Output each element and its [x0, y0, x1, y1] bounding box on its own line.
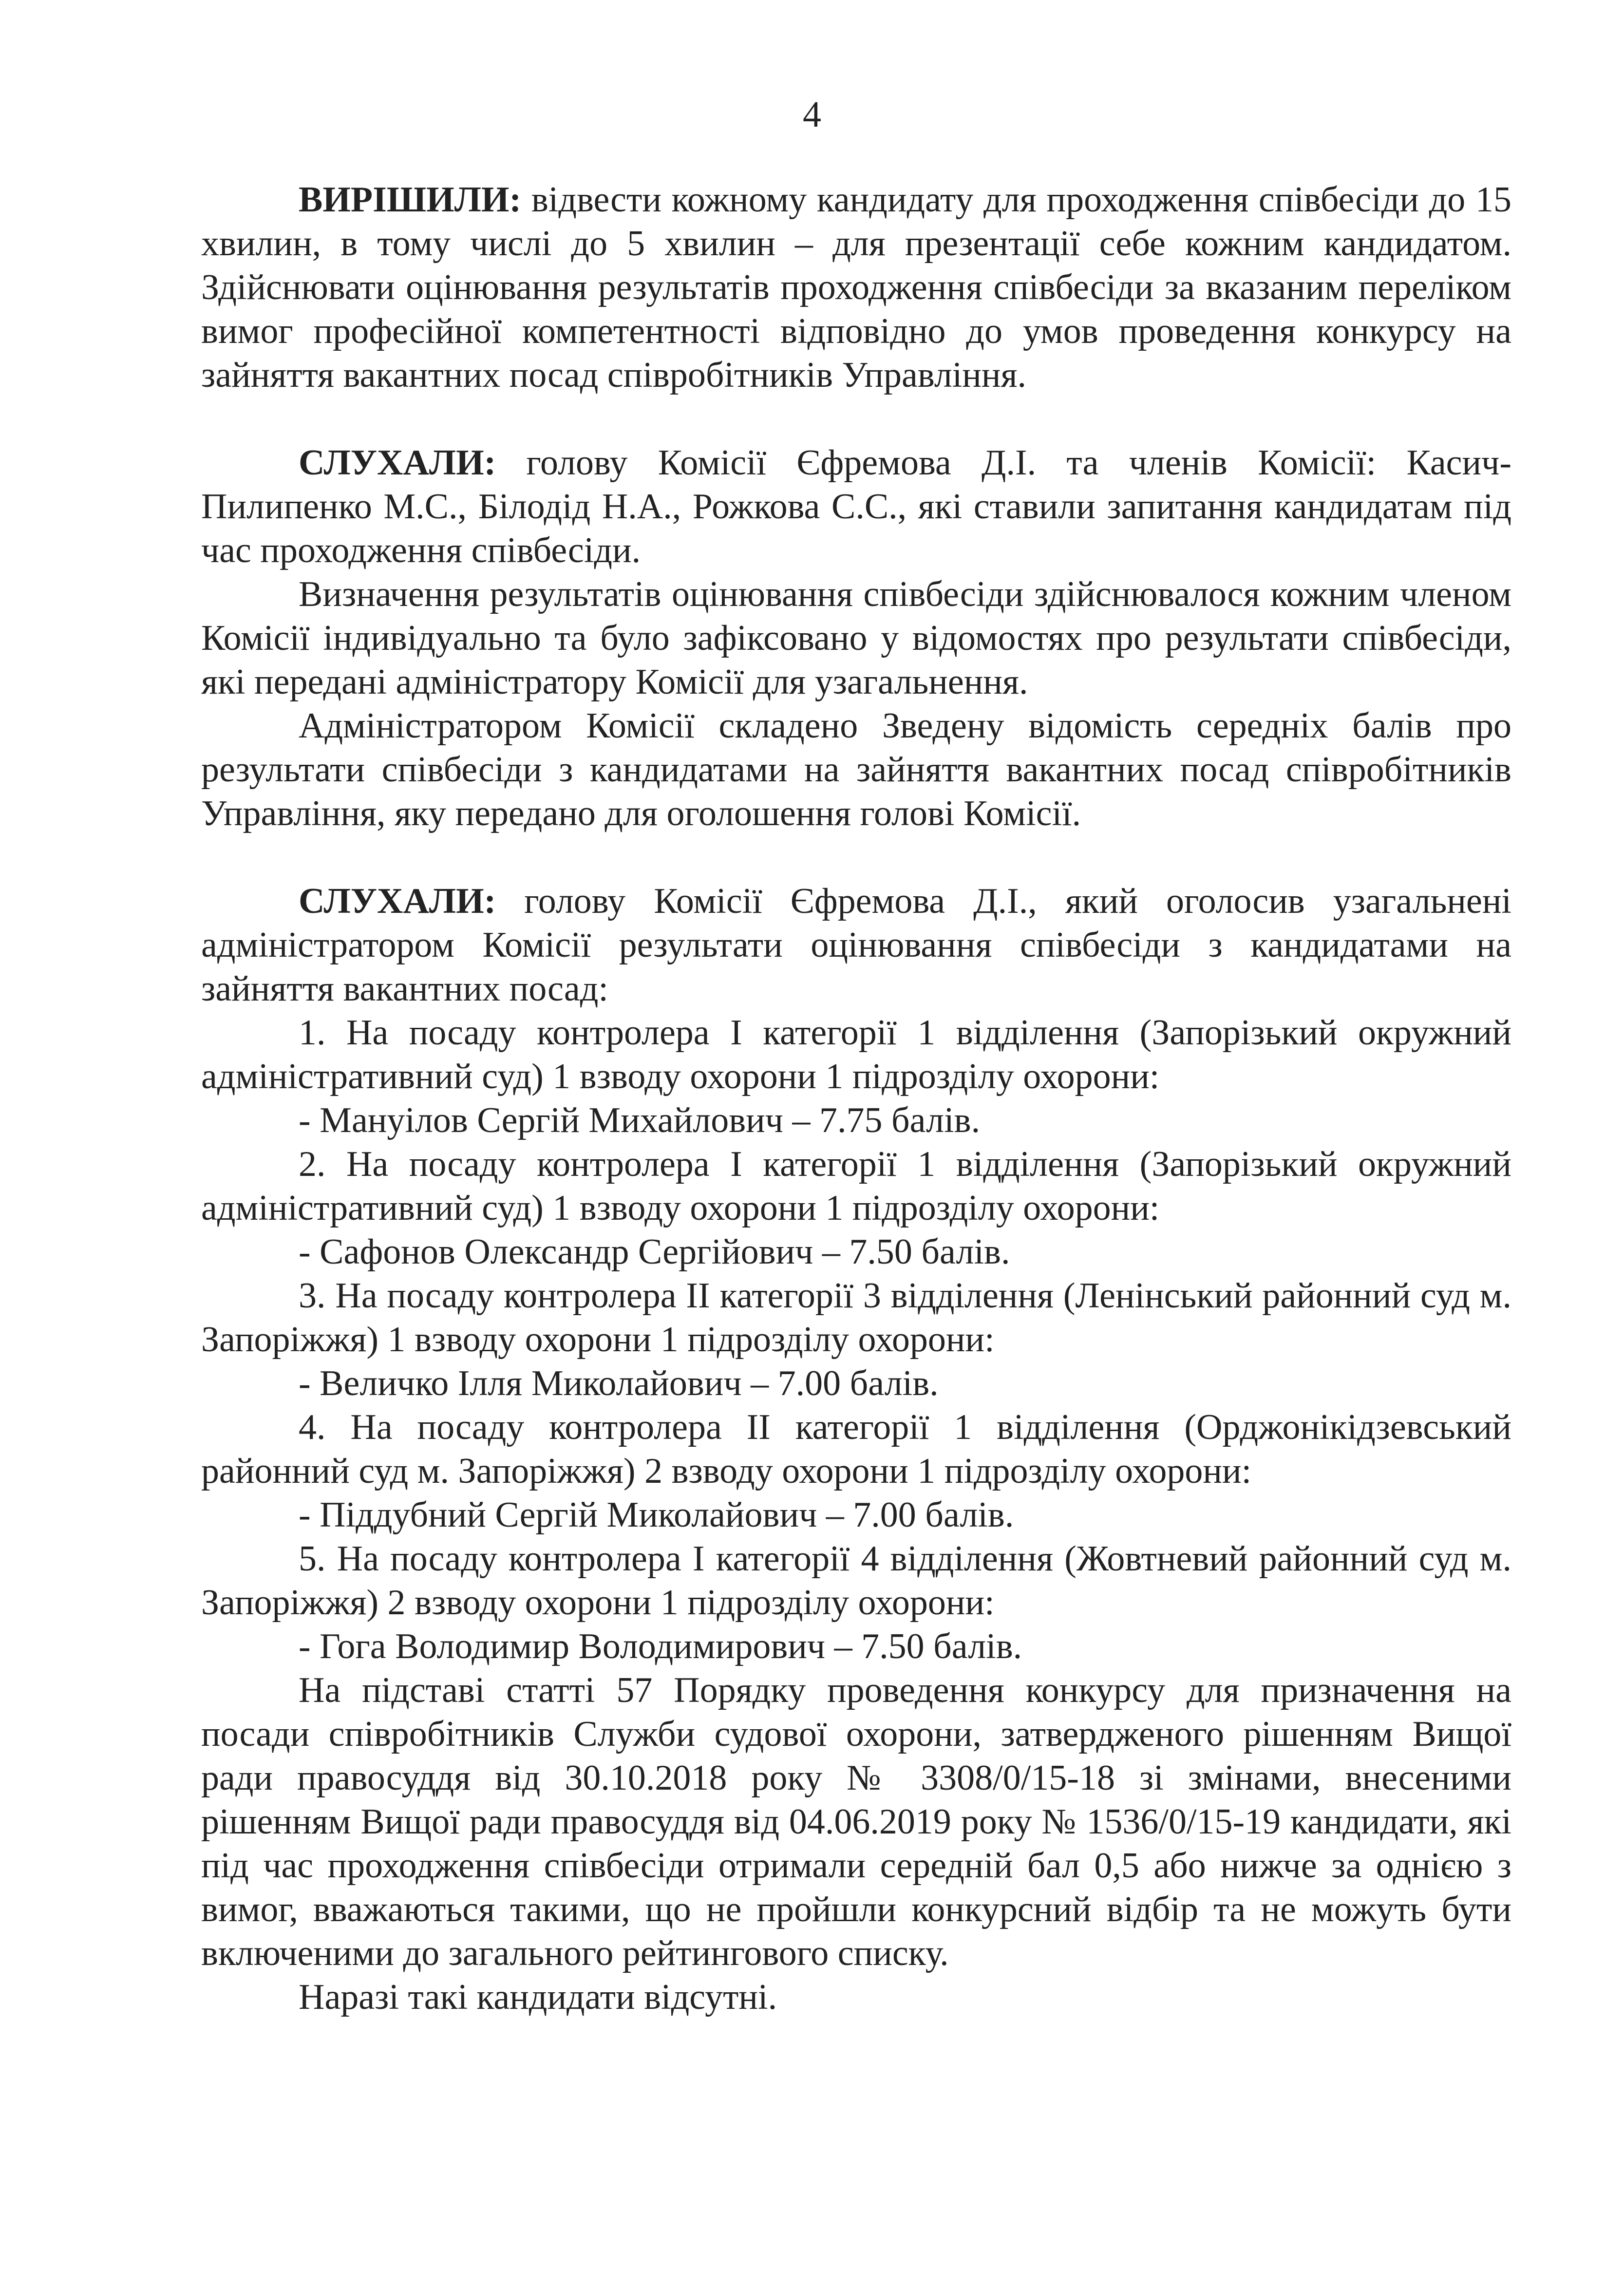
heard-2-paragraph — [201, 879, 1511, 1011]
page-number: 4 — [803, 94, 821, 135]
decided-keyword: ВИРІШИЛИ: — [299, 180, 522, 220]
decided-paragraph — [201, 178, 1511, 397]
paragraph-gap — [201, 397, 1511, 441]
heard-1-paragraph — [201, 441, 1511, 572]
heard-2-text: голову Комісії Єфремова Д.І., який оголосив узагальнені адміністратором Комісії результати оцінювання співбесіди з кандидатами на зайняття вакантних посад: — [201, 881, 1511, 1009]
document-body — [201, 178, 1511, 2019]
heard-1-text: голову Комісії Єфремова Д.І. та членів Комісії: Касич-Пилипенко М.С., Білодід Н.А., Рожкова С.С., які ставили запитання кандидатам під час проходження співбесіди. — [201, 443, 1511, 570]
heard-1-evaluation-paragraph: Визначення результатів оцінювання співбесіди здійснювалося кожним членом Комісії індивідуально та було зафіксовано у відомостях про результати співбесіди, які передані адміністратору Комісії для узагальнення. — [201, 574, 1511, 702]
closing-paragraph: Наразі такі кандидати відсутні. — [299, 1977, 777, 2017]
position-item: 3. На посаду контролера ІІ категорії 3 відділення (Ленінський районний суд м. Запоріжжя) 1 взводу охорони 1 підрозділу охорони: — [201, 1276, 1511, 1360]
position-item: 1. На посаду контролера І категорії 1 відділення (Запорізький окружний адміністративний суд) 1 взводу охорони 1 підрозділу охорони: — [201, 1013, 1511, 1096]
position-item: 5. На посаду контролера І категорії 4 відділення (Жовтневий районний суд м. Запоріжжя) 2 взводу охорони 1 підрозділу охорони: — [201, 1539, 1511, 1623]
candidate-result: - Піддубний Сергій Миколайович – 7.00 балів. — [299, 1495, 1014, 1535]
candidate-result: - Сафонов Олександр Сергійович – 7.50 балів. — [299, 1232, 1010, 1272]
legal-basis-paragraph: На підставі статті 57 Порядку проведення конкурсу для призначення на посади співробітників Служби судової охорони, затвердженого рішенням Вищої ради правосуддя від 30.10.2018 року № 3308/0/15-18 зі змінами, внесеними рішенням Вищої ради правосуддя від 04.06.2019 року № 1536/0/15-19 кандидати, які під час проходження співбесіди отримали середній бал 0,5 або нижче за однією з вимог, вважаються такими, що не пройшли конкурсний відбір та не можуть бути включеними до загального рейтингового списку. — [201, 1670, 1511, 1973]
paragraph-gap — [201, 835, 1511, 879]
position-item: 4. На посаду контролера ІІ категорії 1 відділення (Орджонікідзевський районний суд м. Запоріжжя) 2 взводу охорони 1 підрозділу охорони: — [201, 1407, 1511, 1491]
heard-2-keyword: СЛУХАЛИ: — [299, 881, 496, 921]
heard-1-keyword: СЛУХАЛИ: — [299, 443, 496, 483]
position-item: 2. На посаду контролера І категорії 1 відділення (Запорізький окружний адміністративний суд) 1 взводу охорони 1 підрозділу охорони: — [201, 1144, 1511, 1228]
candidate-result: - Мануілов Сергій Михайлович – 7.75 балів. — [299, 1100, 981, 1140]
heard-1-summary-paragraph: Адміністратором Комісії складено Зведену відомість середніх балів про результати співбесіди з кандидатами на зайняття вакантних посад співробітників Управління, яку передано для оголошення голові Комісії. — [201, 706, 1511, 833]
candidate-result: - Величко Ілля Миколайович – 7.00 балів. — [299, 1363, 939, 1403]
candidate-result: - Гога Володимир Володимирович – 7.50 балів. — [299, 1626, 1022, 1666]
decided-text: відвести кожному кандидату для проходження співбесіди до 15 хвилин, в тому числі до 5 хвилин – для презентації себе кожним кандидатом. Здійснювати оцінювання результатів проходження співбесіди за вказаним переліком вимог професійної компетентності відповідно до умов проведення конкурсу на зайняття вакантних посад співробітників Управління. — [201, 180, 1511, 395]
